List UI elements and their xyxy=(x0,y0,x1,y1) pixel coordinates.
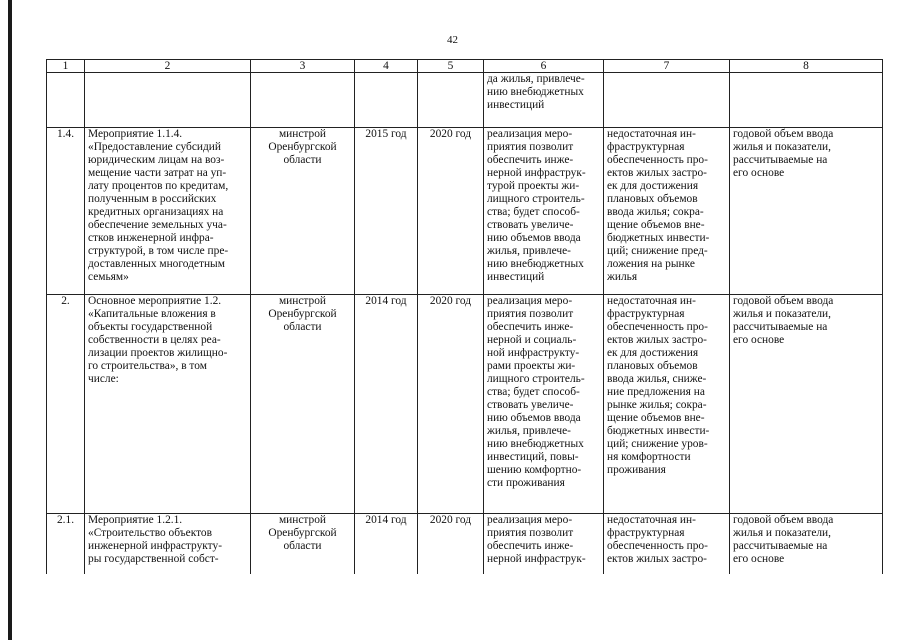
executor-cell: минстрой Оренбургской области xyxy=(251,295,355,514)
expected-result-cell: реализация меро- приятия позволит обеспечить инже- нерной инфраструк- xyxy=(484,514,604,575)
column-number-row xyxy=(47,60,883,73)
start-year-cell xyxy=(355,73,418,128)
executor-cell: минстрой Оренбургской области xyxy=(251,514,355,575)
column-header: 6 xyxy=(484,60,604,73)
consequences-cell: недостаточная ин- фраструктурная обеспеченность про- ектов жилых застро- xyxy=(604,514,730,575)
indicators-cell: годовой объем ввода жилья и показатели, рассчитываемые на его основе xyxy=(730,128,883,295)
end-year-cell xyxy=(418,73,484,128)
measure-name-cell: Мероприятие 1.1.4. «Предоставление субсидий юридическим лицам на воз- мещение части затрат на уп- лату процентов по кредитам, полученным в российских кредитных организациях на обеспечение земельных уча- стков инженерной инфра- структурой, в том числе пре- доставленных многодетным семьям» xyxy=(85,128,251,295)
row-number-cell: 2.1. xyxy=(47,514,85,575)
column-header: 5 xyxy=(418,60,484,73)
end-year-cell: 2020 год xyxy=(418,128,484,295)
row-number-cell: 1.4. xyxy=(47,128,85,295)
column-header: 4 xyxy=(355,60,418,73)
consequences-cell: недостаточная ин- фраструктурная обеспеченность про- ектов жилых застро- ек для достижения плановых объемов ввода жилья; сокра- щение объемов вне- бюджетных инвести- ций; снижение пред- ложения на рынке жилья xyxy=(604,128,730,295)
end-year-cell: 2020 год xyxy=(418,514,484,575)
column-header: 8 xyxy=(730,60,883,73)
start-year-cell: 2014 год xyxy=(355,514,418,575)
binding-edge-line xyxy=(8,0,12,640)
measure-name-cell: Основное мероприятие 1.2. «Капитальные вложения в объекты государственной собственности в целях реа- лизации проектов жилищно- го строительства», в том числе: xyxy=(85,295,251,514)
measure-name-cell: Мероприятие 1.2.1. «Строительство объектов инженерной инфраструкту- ры государственной собст- xyxy=(85,514,251,575)
consequences-cell xyxy=(604,73,730,128)
end-year-cell: 2020 год xyxy=(418,295,484,514)
column-header: 7 xyxy=(604,60,730,73)
table-row xyxy=(47,514,883,575)
column-header: 3 xyxy=(251,60,355,73)
page-number: 42 xyxy=(447,34,458,46)
table-row xyxy=(47,128,883,295)
column-header: 1 xyxy=(47,60,85,73)
expected-result-cell: да жилья, привлече- нию внебюджетных инвестиций xyxy=(484,73,604,128)
measures-table xyxy=(46,59,883,574)
measure-name-cell xyxy=(85,73,251,128)
start-year-cell: 2014 год xyxy=(355,295,418,514)
expected-result-cell: реализация меро- приятия позволит обеспечить инже- нерной инфраструк- турой проекты жи- лищного строитель- ства; будет способ- ствовать увеличе- нию объемов ввода жилья, привлече- нию внебюджетных инвестиций xyxy=(484,128,604,295)
row-number-cell xyxy=(47,73,85,128)
table-row xyxy=(47,73,883,128)
start-year-cell: 2015 год xyxy=(355,128,418,295)
executor-cell xyxy=(251,73,355,128)
table-row xyxy=(47,295,883,514)
indicators-cell: годовой объем ввода жилья и показатели, рассчитываемые на его основе xyxy=(730,295,883,514)
executor-cell: минстрой Оренбургской области xyxy=(251,128,355,295)
row-number-cell: 2. xyxy=(47,295,85,514)
indicators-cell xyxy=(730,73,883,128)
expected-result-cell: реализация меро- приятия позволит обеспечить инже- нерной и социаль- ной инфраструкту- рами проекты жи- лищного строитель- ства; будет способ- ствовать увеличе- нию объемов ввода жилья, привлече- нию внебюджетных инвестиций, повы- шению комфортно- сти проживания xyxy=(484,295,604,514)
indicators-cell: годовой объем ввода жилья и показатели, рассчитываемые на его основе xyxy=(730,514,883,575)
consequences-cell: недостаточная ин- фраструктурная обеспеченность про- ектов жилых застро- ек для достижения плановых объемов ввода жилья, сниже- ние предложения на рынке жилья; сокра- щение объемов вне- бюджетных инвести- ций; снижение уров- ня комфортности проживания xyxy=(604,295,730,514)
column-header: 2 xyxy=(85,60,251,73)
